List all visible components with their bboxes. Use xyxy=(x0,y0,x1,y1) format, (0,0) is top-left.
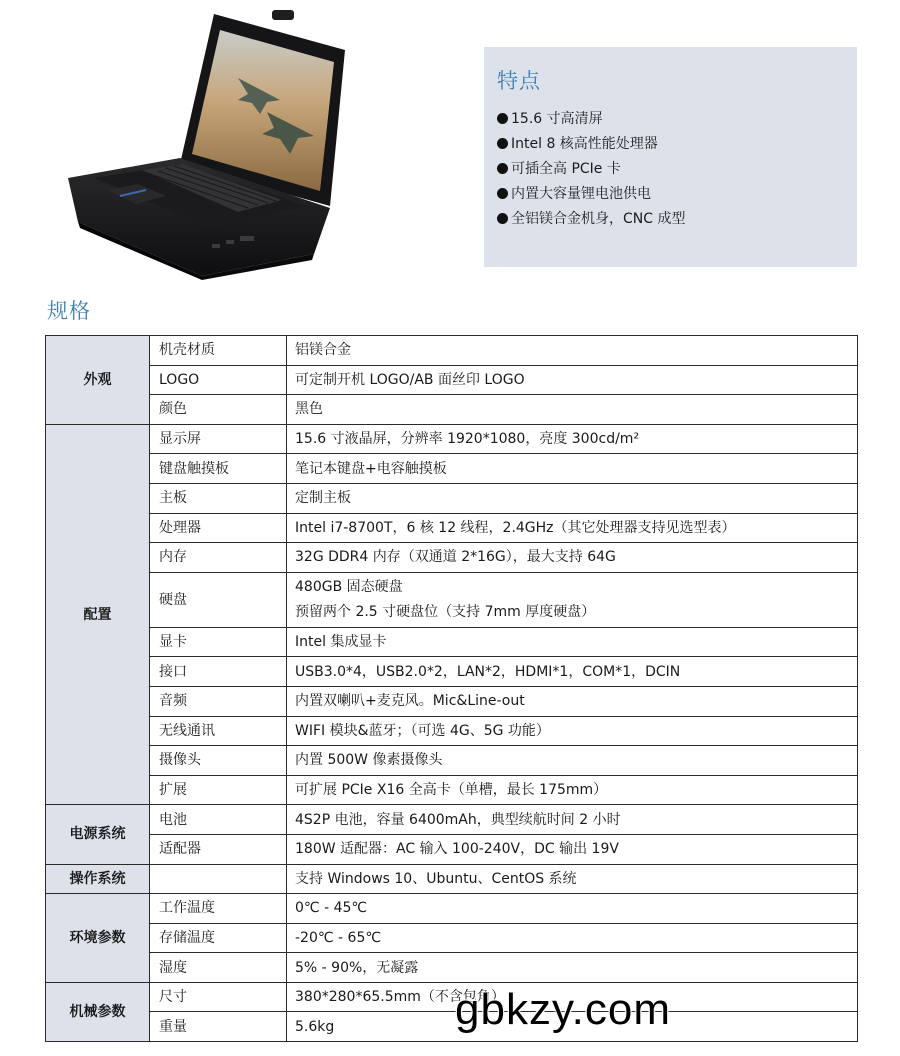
spec-label: 显示屏 xyxy=(150,424,287,454)
feature-text: Intel 8 核高性能处理器 xyxy=(511,136,658,152)
feature-item xyxy=(497,107,843,132)
features-panel xyxy=(484,47,857,267)
spec-label: 存储温度 xyxy=(150,923,287,953)
table-row xyxy=(46,424,858,454)
spec-value: 内置 500W 像素摄像头 xyxy=(287,746,858,776)
table-row xyxy=(46,543,858,573)
spec-value: 4S2P 电池，容量 6400mAh，典型续航时间 2 小时 xyxy=(287,805,858,835)
feature-text: 15.6 寸高清屏 xyxy=(511,111,603,127)
spec-label: 主板 xyxy=(150,483,287,513)
table-row xyxy=(46,395,858,425)
spec-value: 380*280*65.5mm（不含包角） xyxy=(287,982,858,1012)
spec-label: 显卡 xyxy=(150,627,287,657)
spec-label: 适配器 xyxy=(150,834,287,864)
spec-value: 15.6 寸液晶屏，分辨率 1920*1080，亮度 300cd/m² xyxy=(287,424,858,454)
table-row xyxy=(46,716,858,746)
feature-text: 可插全高 PCIe 卡 xyxy=(511,161,621,177)
spec-label: 湿度 xyxy=(150,953,287,983)
table-row xyxy=(46,627,858,657)
spec-value: 铝镁合金 xyxy=(287,336,858,366)
spec-label: 硬盘 xyxy=(150,572,287,627)
table-row xyxy=(46,923,858,953)
category-cell: 环境参数 xyxy=(46,894,150,983)
spec-label: LOGO xyxy=(150,365,287,395)
feature-item xyxy=(497,132,843,157)
spec-label: 机壳材质 xyxy=(150,336,287,366)
spec-label: 电池 xyxy=(150,805,287,835)
table-row xyxy=(46,686,858,716)
spec-value: -20℃ - 65℃ xyxy=(287,923,858,953)
table-row xyxy=(46,982,858,1012)
spec-label: 重量 xyxy=(150,1012,287,1042)
spec-value: 笔记本键盘+电容触摸板 xyxy=(287,454,858,484)
spec-table xyxy=(45,335,858,1042)
spec-label: 扩展 xyxy=(150,775,287,805)
category-cell: 操作系统 xyxy=(46,864,150,894)
category-cell: 电源系统 xyxy=(46,805,150,864)
spec-value: 可定制开机 LOGO/AB 面丝印 LOGO xyxy=(287,365,858,395)
table-row xyxy=(46,454,858,484)
spec-value-line: 预留两个 2.5 寸硬盘位（支持 7mm 厚度硬盘） xyxy=(295,603,596,620)
spec-value: 可扩展 PCIe X16 全高卡（单槽，最长 175mm） xyxy=(287,775,858,805)
bullet-icon xyxy=(497,163,508,174)
spec-value: 黑色 xyxy=(287,395,858,425)
table-row xyxy=(46,894,858,924)
spec-value: 32G DDR4 内存（双通道 2*16G），最大支持 64G xyxy=(287,543,858,573)
spec-value: 内置双喇叭+麦克风。Mic&Line-out xyxy=(287,686,858,716)
table-row xyxy=(46,572,858,627)
spec-value: 5% - 90%，无凝露 xyxy=(287,953,858,983)
spec-label: 音频 xyxy=(150,686,287,716)
spec-label: 工作温度 xyxy=(150,894,287,924)
table-row xyxy=(46,657,858,687)
watermark-text: gbkzy.com xyxy=(455,985,672,1034)
feature-text: 全铝镁合金机身，CNC 成型 xyxy=(511,211,686,227)
feature-item xyxy=(497,182,843,207)
category-cell: 外观 xyxy=(46,336,150,425)
table-row xyxy=(46,775,858,805)
features-title: 特点 xyxy=(497,69,541,93)
bullet-icon xyxy=(497,188,508,199)
category-cell: 机械参数 xyxy=(46,982,150,1041)
spec-label: 尺寸 xyxy=(150,982,287,1012)
spec-label: 处理器 xyxy=(150,513,287,543)
features-list xyxy=(497,107,843,232)
table-row xyxy=(46,805,858,835)
table-row xyxy=(46,834,858,864)
spec-label: 键盘触摸板 xyxy=(150,454,287,484)
table-row xyxy=(46,746,858,776)
spec-value: 支持 Windows 10、Ubuntu、CentOS 系统 xyxy=(287,864,858,894)
table-row xyxy=(46,336,858,366)
spec-label: 摄像头 xyxy=(150,746,287,776)
laptop-image xyxy=(62,8,352,280)
spec-value: Intel i7-8700T，6 核 12 线程，2.4GHz（其它处理器支持见选型表） xyxy=(287,513,858,543)
feature-item xyxy=(497,157,843,182)
spec-label: 接口 xyxy=(150,657,287,687)
category-cell: 配置 xyxy=(46,424,150,805)
bullet-icon xyxy=(497,113,508,124)
table-row xyxy=(46,483,858,513)
table-row xyxy=(46,953,858,983)
spec-value: WIFI 模块&蓝牙；（可选 4G、5G 功能） xyxy=(287,716,858,746)
table-row xyxy=(46,864,858,894)
spec-value: 5.6kg xyxy=(287,1012,858,1042)
bullet-icon xyxy=(497,213,508,224)
spec-value: 0℃ - 45℃ xyxy=(287,894,858,924)
spec-label: 无线通讯 xyxy=(150,716,287,746)
spec-label xyxy=(150,864,287,894)
spec-label: 内存 xyxy=(150,543,287,573)
table-row xyxy=(46,1012,858,1042)
table-row xyxy=(46,513,858,543)
spec-value: 定制主板 xyxy=(287,483,858,513)
feature-item xyxy=(497,207,843,232)
feature-text: 内置大容量锂电池供电 xyxy=(511,186,651,202)
bullet-icon xyxy=(497,138,508,149)
spec-title: 规格 xyxy=(47,299,91,323)
spec-value-line: 480GB 固态硬盘 xyxy=(295,578,403,595)
spec-value: 180W 适配器：AC 输入 100-240V，DC 输出 19V xyxy=(287,834,858,864)
spec-label: 颜色 xyxy=(150,395,287,425)
spec-value: Intel 集成显卡 xyxy=(287,627,858,657)
table-row xyxy=(46,365,858,395)
spec-value xyxy=(287,572,858,627)
spec-value: USB3.0*4，USB2.0*2，LAN*2，HDMI*1，COM*1，DCIN xyxy=(287,657,858,687)
